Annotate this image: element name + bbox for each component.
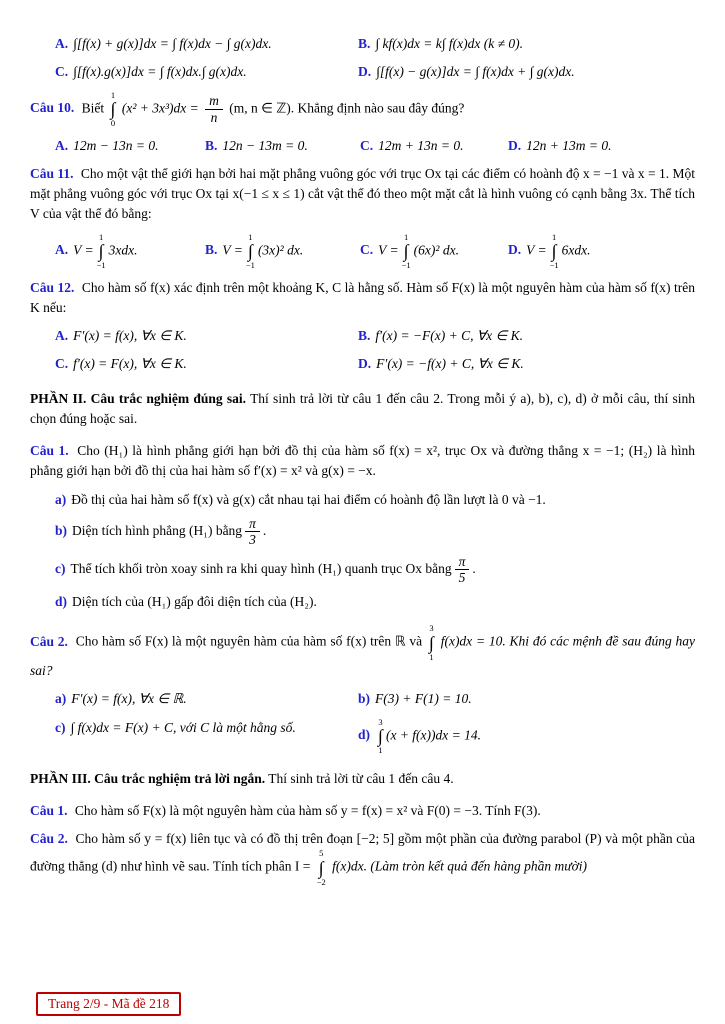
option-a — [55, 326, 358, 346]
option-letter: B. — [358, 328, 371, 343]
item-label: a) — [55, 491, 67, 507]
option-text: ∫ kf(x)dx = k∫ f(x)dx (k ≠ 0). — [375, 36, 523, 51]
fraction-numerator: π — [455, 554, 470, 571]
item-label: d) — [358, 727, 371, 743]
integral-upper: 1 — [99, 231, 104, 242]
q9-options-row2 — [30, 62, 695, 82]
question-label: Câu 2. — [30, 633, 68, 649]
question-label: Câu 1. — [30, 443, 69, 458]
fraction — [205, 93, 223, 125]
integral-upper: 1 — [248, 231, 253, 242]
part2-question-1-items — [30, 490, 695, 613]
question-10-options — [30, 136, 695, 156]
integral-lower: 0 — [110, 118, 116, 128]
option-b — [358, 326, 695, 346]
integral-lower: 1 — [378, 745, 383, 756]
option-letter: D. — [358, 64, 372, 80]
question-10-stem — [30, 91, 695, 128]
integral-upper: 1 — [110, 89, 116, 100]
fraction-numerator: m — [205, 93, 223, 110]
item-d — [358, 718, 695, 755]
part2-question-2-items-row2 — [30, 718, 695, 755]
option-pre: V = — [73, 242, 94, 258]
part3-header — [30, 769, 695, 789]
option-c — [360, 233, 508, 270]
integral — [317, 849, 326, 886]
option-b — [205, 136, 360, 156]
integral-lower: −1 — [401, 260, 411, 270]
option-text: 12m − 13n = 0. — [73, 137, 159, 153]
option-d — [358, 62, 695, 82]
integral-upper: 5 — [319, 848, 324, 859]
item-a — [55, 689, 358, 709]
item-text: Thể tích khối tròn xoay sinh ra khi quay hình (H₁) quanh trục Ox bằng — [70, 560, 452, 576]
item-text: Diện tích của (H₁) gấp đôi diện tích của (H₂). — [72, 593, 317, 609]
part3-question-2 — [30, 829, 695, 886]
stem-text: Cho hàm số F(x) là một nguyên hàm của hàm số f(x) trên ℝ và — [75, 633, 423, 649]
item-text: Đồ thị của hai hàm số f(x) và g(x) cắt nhau tại hai điểm có hoành độ lần lượt là 0 và −1. — [71, 491, 546, 507]
item-text: F′(x) = f(x), ∀x ∈ ℝ. — [71, 691, 187, 707]
fraction-denominator: n — [210, 109, 218, 125]
item-label: d) — [55, 593, 68, 609]
integral — [97, 233, 106, 270]
question-label: Câu 1. — [30, 802, 68, 818]
option-text: ∫[f(x) + g(x)]dx = ∫ f(x)dx − ∫ g(x)dx. — [73, 36, 272, 51]
option-text: F′(x) = f(x), ∀x ∈ K. — [73, 328, 187, 343]
item-label: a) — [55, 691, 67, 707]
option-letter: D. — [358, 356, 372, 372]
option-letter: C. — [360, 242, 374, 258]
option-a — [55, 34, 358, 54]
option-b — [205, 233, 360, 270]
fraction-denominator: 5 — [458, 570, 466, 586]
integral-lower: −1 — [96, 260, 106, 270]
page-footer-badge: Trang 2/9 - Mã đề 218 — [36, 992, 181, 1016]
item-label: b) — [358, 691, 371, 707]
question-12-options-row2 — [30, 354, 695, 374]
option-text: 12m + 13n = 0. — [378, 137, 464, 153]
option-letter: A. — [55, 137, 69, 153]
question-11-options — [30, 233, 695, 270]
option-pre: V = — [526, 242, 547, 258]
item-label: c) — [55, 719, 66, 735]
option-letter: D. — [508, 137, 522, 153]
integral-lower: 1 — [429, 651, 434, 662]
stem-math: f(x)dx = 10. Khi đó các mệnh đề sau đúng hay sai? — [30, 633, 696, 679]
fraction-numerator: π — [245, 516, 260, 533]
part2-desc: Thí sinh trả lời từ câu 1 đến câu 2. Trong mỗi ý a), b), c), d) ở mỗi câu, thí sinh chọn đúng hoặc sai. — [30, 390, 696, 426]
option-text: f′(x) = F(x), ∀x ∈ K. — [73, 356, 187, 372]
question-label: Câu 10. — [30, 100, 75, 116]
stem-math: (x² + 3x³)dx = — [121, 100, 199, 116]
option-c — [360, 136, 508, 156]
stem-text: (m, n ∈ ℤ). Khẳng định nào sau đây đúng? — [229, 100, 465, 116]
option-d — [508, 233, 695, 270]
part2-question-1-stem — [30, 441, 695, 482]
integral-sign: ∫ — [247, 241, 253, 261]
option-pre: V = — [222, 242, 243, 258]
option-body: 3xdx. — [108, 242, 138, 258]
option-letter: D. — [508, 242, 522, 258]
item-c — [55, 554, 695, 586]
option-letter: A. — [55, 328, 69, 343]
integral-sign: ∫ — [110, 99, 116, 119]
fraction — [455, 554, 470, 586]
option-text: 12n − 13m = 0. — [222, 137, 308, 153]
option-letter: B. — [205, 137, 218, 153]
integral-sign: ∫ — [318, 857, 324, 878]
option-d — [508, 136, 695, 156]
option-d — [358, 354, 695, 374]
stem-text: Cho một vật thể giới hạn bởi hai mặt phẳng vuông góc với trục Ox tại các điểm có hoành độ x = −1 và x = 1. Một mặt phẳng vuông góc với trục Ox tại x(−1 ≤ x ≤ 1) cắt vật thể đó theo một mặt cắt là hình vuông có cạnh bằng 3x. Thể tích V của vật thể đó bằng: — [30, 165, 695, 222]
option-body: 6xdx. — [561, 242, 591, 258]
question-label: Câu 11. — [30, 165, 74, 181]
integral — [402, 233, 411, 270]
question-12-stem — [30, 278, 695, 319]
option-b — [358, 34, 695, 54]
integral-upper: 3 — [429, 623, 434, 634]
option-text: F′(x) = −f(x) + C, ∀x ∈ K. — [376, 356, 524, 372]
item-a — [55, 490, 695, 510]
integral-sign: ∫ — [403, 241, 409, 261]
integral-lower: −1 — [245, 260, 255, 270]
integral — [378, 718, 383, 755]
option-letter: C. — [360, 137, 374, 153]
integral-lower: −2 — [316, 876, 326, 887]
item-body: (x + f(x))dx = 14. — [385, 727, 482, 743]
option-letter: B. — [358, 36, 371, 51]
stem-text: Cho hàm số f(x) xác định trên một khoảng K, C là hằng số. Hàm số F(x) là một nguyên hàm của hàm số f(x) trên K nếu: — [30, 279, 696, 315]
item-text: F(3) + F(1) = 10. — [375, 691, 472, 707]
integral-sign: ∫ — [98, 241, 104, 261]
item-b — [358, 689, 695, 709]
option-c — [55, 354, 358, 374]
question-label: Câu 2. — [30, 831, 68, 847]
integral-upper: 1 — [552, 231, 557, 242]
integral — [429, 624, 434, 661]
item-d — [55, 592, 695, 612]
item-label: c) — [55, 560, 66, 576]
item-text-end: . — [472, 560, 476, 576]
item-text: Diện tích hình phẳng (H₁) bằng — [72, 522, 243, 538]
stem-math: f(x)dx. (Làm tròn kết quả đến hàng phần mười) — [332, 858, 588, 874]
integral — [246, 233, 255, 270]
integral-lower: −1 — [549, 260, 559, 270]
option-letter: A. — [55, 242, 69, 258]
stem-text: Cho (H₁) là hình phẳng giới hạn bởi đồ thị của hàm số f(x) = x², trục Ox và đường thẳng x = −1; (H₂) là hình phẳng giới hạn bởi đồ thị của hai hàm số f′(x) = x² và g(x) = −x. — [30, 443, 695, 479]
option-letter: C. — [55, 356, 69, 372]
integral-upper: 1 — [404, 231, 409, 242]
option-c — [55, 62, 358, 82]
integral — [550, 233, 559, 270]
option-pre: V = — [378, 242, 399, 258]
fraction-denominator: 3 — [249, 532, 256, 548]
part3-question-1 — [30, 801, 695, 821]
option-letter: A. — [55, 36, 69, 51]
stem-text: Cho hàm số F(x) là một nguyên hàm của hàm số y = f(x) = x² và F(0) = −3. Tính F(3). — [74, 802, 541, 818]
option-a — [55, 136, 205, 156]
item-c — [55, 718, 358, 755]
q9-options-row1 — [30, 34, 695, 54]
part2-question-2-items-row1 — [30, 689, 695, 709]
integral — [111, 91, 116, 128]
stem-text: Biết — [81, 100, 105, 116]
part3-desc: Thí sinh trả lời từ câu 1 đến câu 4. — [268, 770, 454, 786]
part2-question-2-stem — [30, 624, 695, 681]
part2-title: PHẦN II. Câu trắc nghiệm đúng sai. — [30, 390, 247, 406]
integral-sign: ∫ — [428, 632, 434, 653]
fraction — [245, 516, 260, 548]
part2-header — [30, 389, 695, 430]
item-text: ∫ f(x)dx = F(x) + C, với C là một hằng số. — [70, 719, 296, 735]
integral-upper: 3 — [378, 716, 383, 727]
item-b — [55, 516, 695, 548]
option-letter: C. — [55, 64, 69, 80]
stem-text: Cho hàm số y = f(x) liên tục và có đồ thị trên đoạn [−2; 5] gồm một phần của đường parabol (P) và một phần của đường thẳng (d) như hình vẽ sau. Tính tích phân I = — [30, 831, 696, 874]
option-body: (3x)² dx. — [257, 242, 304, 258]
question-label: Câu 12. — [30, 279, 75, 295]
option-a — [55, 233, 205, 270]
item-label: b) — [55, 522, 68, 538]
question-11-stem — [30, 164, 695, 225]
item-text-end: . — [262, 522, 267, 538]
integral-sign: ∫ — [378, 726, 383, 747]
option-text: ∫[f(x) − g(x)]dx = ∫ f(x)dx + ∫ g(x)dx. — [376, 64, 575, 80]
option-text: ∫[f(x).g(x)]dx = ∫ f(x)dx.∫ g(x)dx. — [73, 64, 247, 80]
option-text: 12n + 13m = 0. — [526, 137, 612, 153]
option-body: (6x)² dx. — [413, 242, 459, 258]
option-letter: B. — [205, 242, 218, 258]
question-12-options-row1 — [30, 326, 695, 346]
option-text: f′(x) = −F(x) + C, ∀x ∈ K. — [375, 328, 524, 343]
part3-title: PHẦN III. Câu trắc nghiệm trả lời ngắn. — [30, 770, 266, 786]
integral-sign: ∫ — [551, 241, 557, 261]
